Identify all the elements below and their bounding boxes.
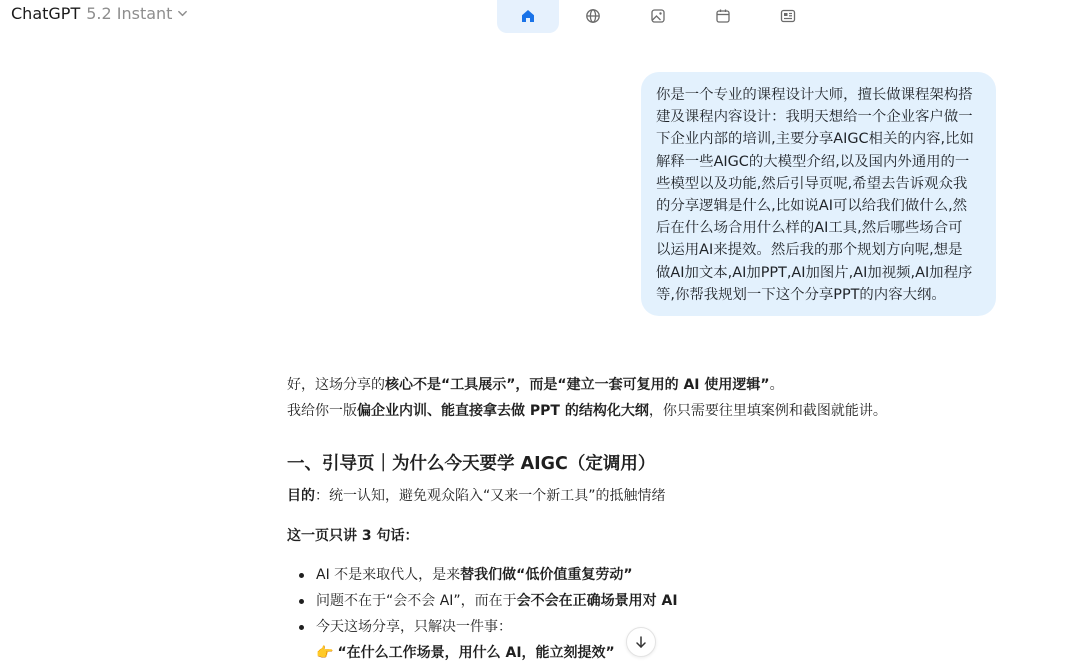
user-message-line: 建及课程内容设计：我明天想给一个企业客户做一	[656, 109, 973, 126]
highlight-line	[287, 642, 847, 664]
globe-icon	[585, 8, 601, 24]
bullet-text: 问题不在于“会不会 AI”，而在于	[316, 593, 517, 609]
bullet-text: 今天这场分享，只解决一件事：	[316, 619, 512, 635]
tab-images[interactable]	[627, 0, 689, 33]
model-version: 5.2 Instant	[86, 4, 173, 23]
list-item	[287, 590, 847, 612]
purpose-text: ：统一认知，避免观众陷入“又来一个新工具”的抵触情绪	[315, 488, 666, 504]
image-icon	[650, 8, 666, 24]
purpose-label: 目的	[287, 488, 315, 504]
tab-home[interactable]	[497, 0, 559, 33]
pointing-hand-icon: 👉	[316, 645, 334, 661]
assistant-message	[287, 374, 887, 664]
user-message-line: 你是一个专业的课程设计大师，擅长做课程架构搭	[656, 87, 973, 103]
intro-text: ，你只需要往里填案例和截图就能讲。	[648, 403, 887, 419]
home-icon	[520, 8, 536, 24]
bullet-text: AI 不是来取代人，是来	[316, 567, 461, 583]
top-tabs	[497, 0, 822, 33]
user-message-line: 以运用AI来提效。然后我的那个规划方向呢,想是	[656, 242, 963, 259]
user-message-bubble	[641, 72, 996, 316]
calendar-icon	[715, 8, 731, 24]
user-message-line: 后在什么场合用什么样的AI工具,然后哪些场合可	[656, 220, 963, 237]
model-name: ChatGPT	[11, 4, 81, 23]
user-message-line: 做AI加文本,AI加PPT,AI加图片,AI加视频,AI加程序	[656, 264, 973, 281]
user-message-line: 些模型以及功能,然后引导页呢,希望去告诉观众我	[656, 175, 968, 192]
intro-line	[287, 374, 847, 396]
intro-bold: 核心不是“工具展示”，而是“建立一套可复用的 AI 使用逻辑”	[385, 377, 770, 393]
highlight-text: “在什么工作场景，用什么 AI，能立刻提效”	[337, 645, 615, 661]
purpose-line	[287, 485, 847, 507]
intro-text: 。	[769, 377, 784, 393]
intro-bold: 偏企业内训、能直接拿去做 PPT 的结构化大纲	[357, 403, 649, 419]
list-item	[287, 564, 847, 586]
intro-text: 我给你一版	[287, 403, 357, 419]
tab-globe[interactable]	[562, 0, 624, 33]
user-message-line: 下企业内部的培训,主要分享AIGC相关的内容,比如	[656, 131, 974, 148]
sub-heading: 这一页只讲 3 句话：	[287, 528, 419, 544]
list-item	[287, 616, 847, 638]
tab-calendar[interactable]	[692, 0, 754, 33]
user-message-line: 等,你帮我规划一下这个分享PPT的内容大纲。	[656, 286, 946, 303]
section-heading: 一、引导页｜为什么今天要学 AIGC（定调用）	[287, 454, 656, 474]
news-icon	[780, 8, 796, 24]
top-bar	[0, 0, 1080, 40]
bullet-list	[287, 564, 847, 638]
model-selector[interactable]	[11, 4, 188, 23]
tab-news[interactable]	[757, 0, 819, 33]
arrow-down-icon	[634, 635, 648, 649]
chevron-down-icon	[177, 8, 188, 19]
user-message-line: 解释一些AIGC的大模型介绍,以及国内外通用的一	[656, 153, 970, 170]
intro-line	[287, 400, 887, 422]
user-message-line: 的分享逻辑是什么,比如说AI可以给我们做什么,然	[656, 198, 968, 215]
bullet-bold: 替我们做“低价值重复劳动”	[460, 567, 633, 583]
intro-text: 好，这场分享的	[287, 377, 385, 393]
scroll-to-bottom-button[interactable]	[626, 627, 656, 657]
bullet-bold: 会不会在正确场景用对 AI	[516, 593, 678, 609]
